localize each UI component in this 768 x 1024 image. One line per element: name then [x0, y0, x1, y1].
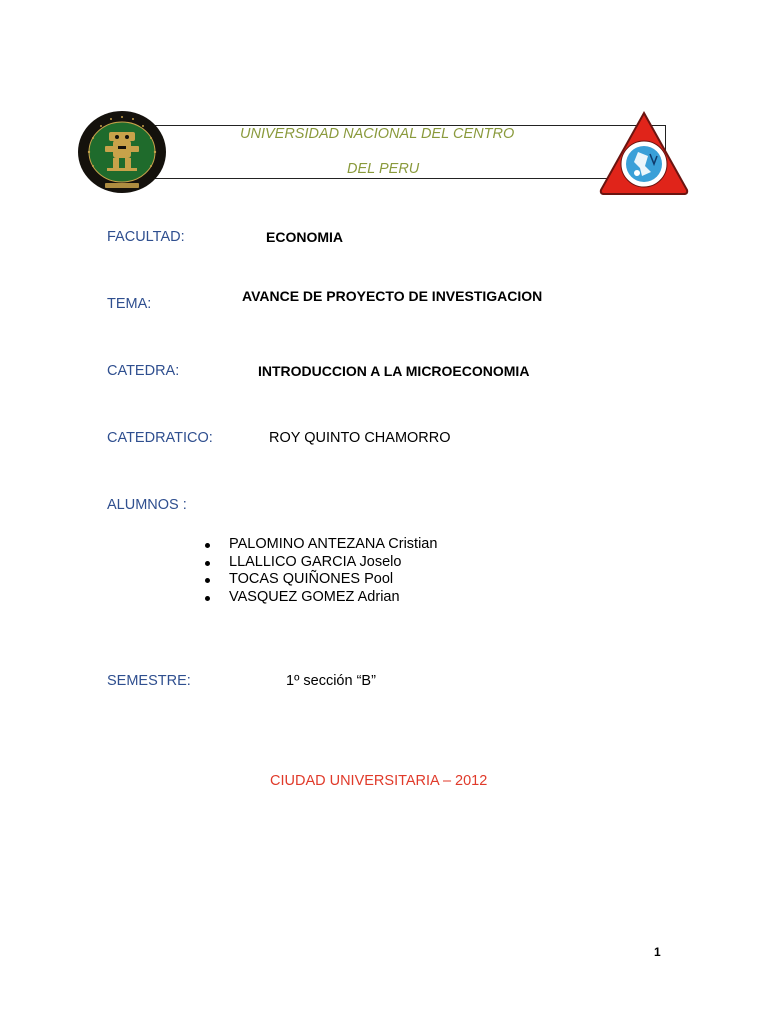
semestre-value: 1º sección “B” [286, 673, 376, 689]
alumnos-label: ALUMNOS : [107, 497, 187, 513]
list-item [205, 571, 437, 589]
tema-value: AVANCE DE PROYECTO DE INVESTIGACION [242, 288, 543, 304]
list-item [205, 536, 437, 554]
bullet-icon [205, 561, 210, 566]
tema-label: TEMA: [107, 296, 152, 312]
list-item [205, 589, 437, 607]
university-name-line2: DEL PERU [347, 161, 420, 177]
student-name: PALOMINO ANTEZANA Cristian [229, 536, 438, 552]
bullet-icon [205, 578, 210, 583]
facultad-value: ECONOMIA [266, 229, 343, 245]
student-name: VASQUEZ GOMEZ Adrian [229, 588, 400, 605]
university-seal-icon [77, 110, 167, 194]
semestre-label: SEMESTRE: [107, 673, 191, 689]
university-name-line1: UNIVERSIDAD NACIONAL DEL CENTRO [240, 126, 515, 142]
student-name: LLALLICO GARCIA Joselo [229, 553, 402, 570]
student-name: TOCAS QUIÑONES Pool [229, 571, 394, 588]
catedra-label: CATEDRA: [107, 363, 180, 379]
bullet-icon [205, 596, 210, 601]
bullet-icon [205, 543, 210, 548]
facultad-label: FACULTAD: [107, 229, 185, 245]
catedratico-label: CATEDRATICO: [107, 430, 213, 446]
students-list [205, 536, 437, 606]
catedratico-value: ROY QUINTO CHAMORRO [269, 430, 451, 446]
city-year: CIUDAD UNIVERSITARIA – 2012 [270, 773, 488, 789]
list-item [205, 554, 437, 572]
catedra-value: INTRODUCCION A LA MICROECONOMIA [258, 363, 530, 379]
page-number: 1 [654, 945, 661, 959]
faculty-triangle-logo-icon [598, 110, 690, 196]
